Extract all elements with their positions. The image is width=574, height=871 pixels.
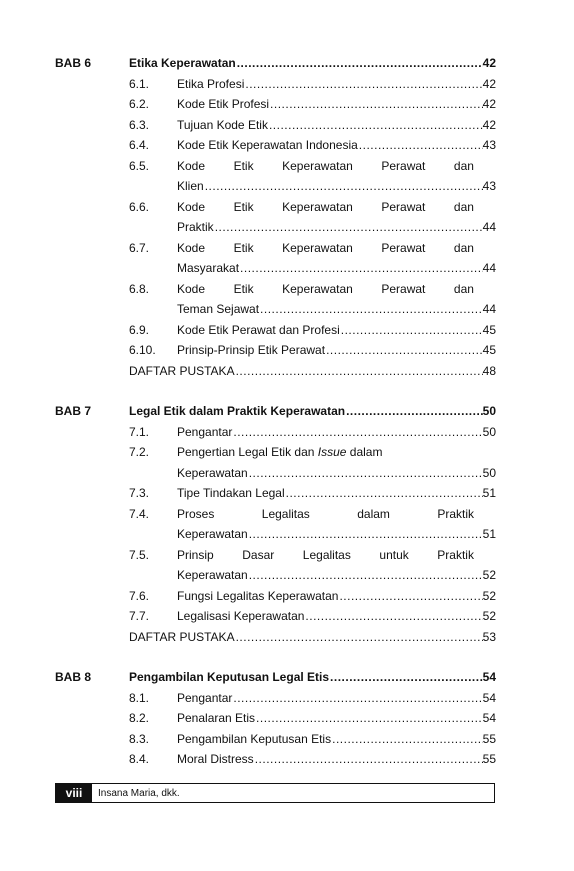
entry-word: Keperawatan [282,281,353,296]
dot-leader [236,53,483,74]
entry-word: Legalitas [302,547,351,562]
entry-word: Keperawatan [282,240,353,255]
dot-leader [340,320,483,341]
entry-title: Praktik [177,220,214,234]
entry-page: 44 [482,261,496,275]
entry-number: 7.4. [129,506,150,521]
entry-number: 7.2. [129,445,150,459]
entry-title: Masyarakat [177,261,240,275]
entry-word: untuk [379,547,409,562]
entry-word: Perawat [381,240,426,255]
toc-entry-line-2 [55,299,496,320]
entry-text: dalam [346,445,383,459]
chapter-title: Pengambilan Keputusan Legal Etis [129,670,330,684]
entry-title-justified [177,504,474,525]
chapter-label: BAB 8 [55,670,92,684]
entry-word: Perawat [381,199,426,214]
dot-leader [232,422,482,443]
entry-word: Kode [177,240,206,255]
entry-word: dan [453,281,474,296]
dot-leader [239,258,483,279]
toc-entry-line-1 [55,197,496,218]
entry-title: Tipe Tindakan Legal [177,486,285,500]
entry-word: Legalitas [261,506,310,521]
entry-title: Keperawatan [177,465,248,480]
dot-leader [214,217,483,238]
toc-entry [55,422,496,443]
entry-number: 6.2. [129,97,150,111]
entry-title: Keperawatan [177,527,248,541]
chapter-bab-6 [55,53,496,381]
entry-word: Etik [233,199,254,214]
entry-page: 51 [482,527,496,541]
entry-title: Tujuan Kode Etik [177,117,268,132]
toc-entry-line-1 [55,504,496,525]
dot-leader [244,74,482,95]
dot-leader [331,729,483,750]
entry-word: dan [453,158,474,173]
entry-title: Etika Profesi [177,76,245,91]
toc-entry-line-2 [55,463,496,484]
entry-title: Penalaran Etis [177,711,256,725]
entry-number: 7.7. [129,609,150,623]
entry-number: 7.5. [129,547,150,562]
entry-page: 45 [482,322,496,337]
dot-leader [268,115,483,136]
toc-entry [55,483,496,504]
toc-entry-line-2 [55,176,496,197]
entry-page: 55 [482,731,496,746]
entry-title-line-1 [177,442,382,463]
toc-entry-line-2 [55,217,496,238]
dot-leader [235,627,483,648]
entry-title: Pengambilan Keputusan Etis [177,731,332,746]
toc-entry-line-1 [55,238,496,259]
entry-title: Kode Etik Perawat dan Profesi [177,322,340,337]
toc-entry-line-2 [55,524,496,545]
entry-title-justified [177,279,474,300]
toc-entry [55,708,496,729]
entry-page: 50 [482,465,496,480]
page-footer [55,783,495,803]
toc-entry [55,688,496,709]
entry-number: 6.10. [129,343,156,357]
chapter-heading [55,53,496,74]
toc-entry [55,115,496,136]
entry-page: 50 [482,424,496,439]
entry-number: 6.5. [129,158,150,173]
dot-leader [269,94,483,115]
entry-number: 7.3. [129,486,150,500]
toc-entry [55,606,496,627]
entry-text-italic: Issue [317,445,347,459]
chapter-page: 50 [482,404,496,418]
toc-entry [55,135,496,156]
entry-word: dalam [357,506,390,521]
dot-leader [248,524,483,545]
entry-page: 55 [482,752,496,766]
entry-title-justified [177,156,474,177]
entry-word: Perawat [381,158,426,173]
toc-entry-line-1 [55,442,496,463]
toc-entry [55,340,496,361]
entry-page: 52 [482,588,496,603]
entry-page: 52 [482,609,496,623]
entry-title: Keperawatan [177,568,248,582]
chapter-bab-8 [55,667,496,770]
entry-page: 54 [482,711,496,725]
entry-title: Teman Sejawat [177,302,260,316]
chapter-heading [55,401,496,422]
entry-word: Dasar [242,547,275,562]
entry-number: 7.1. [129,424,150,439]
bibliography-title: DAFTAR PUSTAKA [129,629,235,644]
chapter-page: 54 [482,670,496,684]
entry-word: Kode [177,158,206,173]
chapter-heading [55,667,496,688]
entry-word: Praktik [437,547,474,562]
dot-leader [248,565,483,586]
entry-title: Moral Distress [177,752,254,766]
entry-page: 44 [482,302,496,316]
toc-entry [55,729,496,750]
entry-word: Keperawatan [282,199,353,214]
toc-entry [55,94,496,115]
toc-entry [55,749,496,770]
entry-number: 8.3. [129,731,150,746]
entry-number: 8.1. [129,690,150,705]
entry-word: Etik [233,240,254,255]
chapter-label: BAB 6 [55,56,92,70]
toc-entry [55,320,496,341]
dot-leader [235,361,483,382]
entry-title: Pengantar [177,424,233,439]
entry-word: Etik [233,281,254,296]
entry-word: Etik [233,158,254,173]
entry-number: 8.2. [129,711,150,725]
entry-page: 44 [482,220,496,234]
entry-page: 51 [482,486,496,500]
toc-entry-line-2 [55,565,496,586]
entry-word: Keperawatan [282,158,353,173]
dot-leader [259,299,483,320]
entry-number: 6.4. [129,138,150,152]
toc-entry [55,586,496,607]
entry-number: 7.6. [129,588,150,603]
toc-entry-line-2 [55,258,496,279]
bibliography-page: 53 [482,629,496,644]
entry-number: 6.1. [129,76,150,91]
entry-title: Fungsi Legalitas Keperawatan [177,588,339,603]
bibliography-entry [55,361,496,382]
entry-word: Kode [177,199,206,214]
bibliography-title: DAFTAR PUSTAKA [129,363,235,378]
dot-leader [345,401,483,422]
dot-leader [285,483,483,504]
bibliography-page: 48 [482,363,496,378]
entry-number: 6.8. [129,281,150,296]
chapter-label: BAB 7 [55,404,92,418]
entry-title: Prinsip-Prinsip Etik Perawat [177,343,326,357]
entry-page: 43 [482,138,496,152]
entry-title: Klien [177,179,204,193]
entry-page: 45 [482,343,496,357]
entry-number: 6.3. [129,117,150,132]
toc-entry-line-1 [55,156,496,177]
entry-number: 6.6. [129,199,150,214]
entry-word: Kode [177,281,206,296]
entry-text: Pengertian Legal Etik dan [177,445,318,459]
table-of-contents [55,53,496,790]
chapter-page: 42 [482,56,496,70]
dot-leader [255,708,483,729]
entry-word: Proses [177,506,215,521]
bibliography-entry [55,627,496,648]
entry-word: dan [453,199,474,214]
entry-word: dan [453,240,474,255]
dot-leader [329,667,483,688]
entry-number: 6.9. [129,322,150,337]
dot-leader [248,463,483,484]
entry-title-justified [177,197,474,218]
entry-word: Perawat [381,281,426,296]
dot-leader [232,688,482,709]
entry-page: 43 [482,179,496,193]
entry-page: 42 [482,97,496,111]
chapter-title: Legal Etik dalam Praktik Keperawatan [129,404,346,418]
toc-entry-line-1 [55,545,496,566]
entry-title: Kode Etik Keperawatan Indonesia [177,138,358,152]
entry-page: 52 [482,568,496,582]
dot-leader [325,340,483,361]
chapter-bab-7 [55,401,496,647]
entry-title: Kode Etik Profesi [177,97,270,111]
entry-title-justified [177,545,474,566]
entry-page: 42 [482,117,496,132]
entry-word: Praktik [437,506,474,521]
toc-entry [55,74,496,95]
page-number: viii [56,784,92,802]
entry-number: 8.4. [129,752,150,766]
toc-entry-line-1 [55,279,496,300]
entry-page: 54 [482,690,496,705]
entry-number: 6.7. [129,240,150,255]
entry-title-justified [177,238,474,259]
entry-title: Pengantar [177,690,233,705]
dot-leader [358,135,483,156]
dot-leader [338,586,482,607]
entry-page: 42 [482,76,496,91]
chapter-title: Etika Keperawatan [129,56,236,70]
entry-title: Legalisasi Keperawatan [177,609,305,623]
dot-leader [204,176,483,197]
author-credit: Insana Maria, dkk. [98,787,180,799]
dot-leader [304,606,482,627]
dot-leader [254,749,483,770]
entry-word: Prinsip [177,547,214,562]
